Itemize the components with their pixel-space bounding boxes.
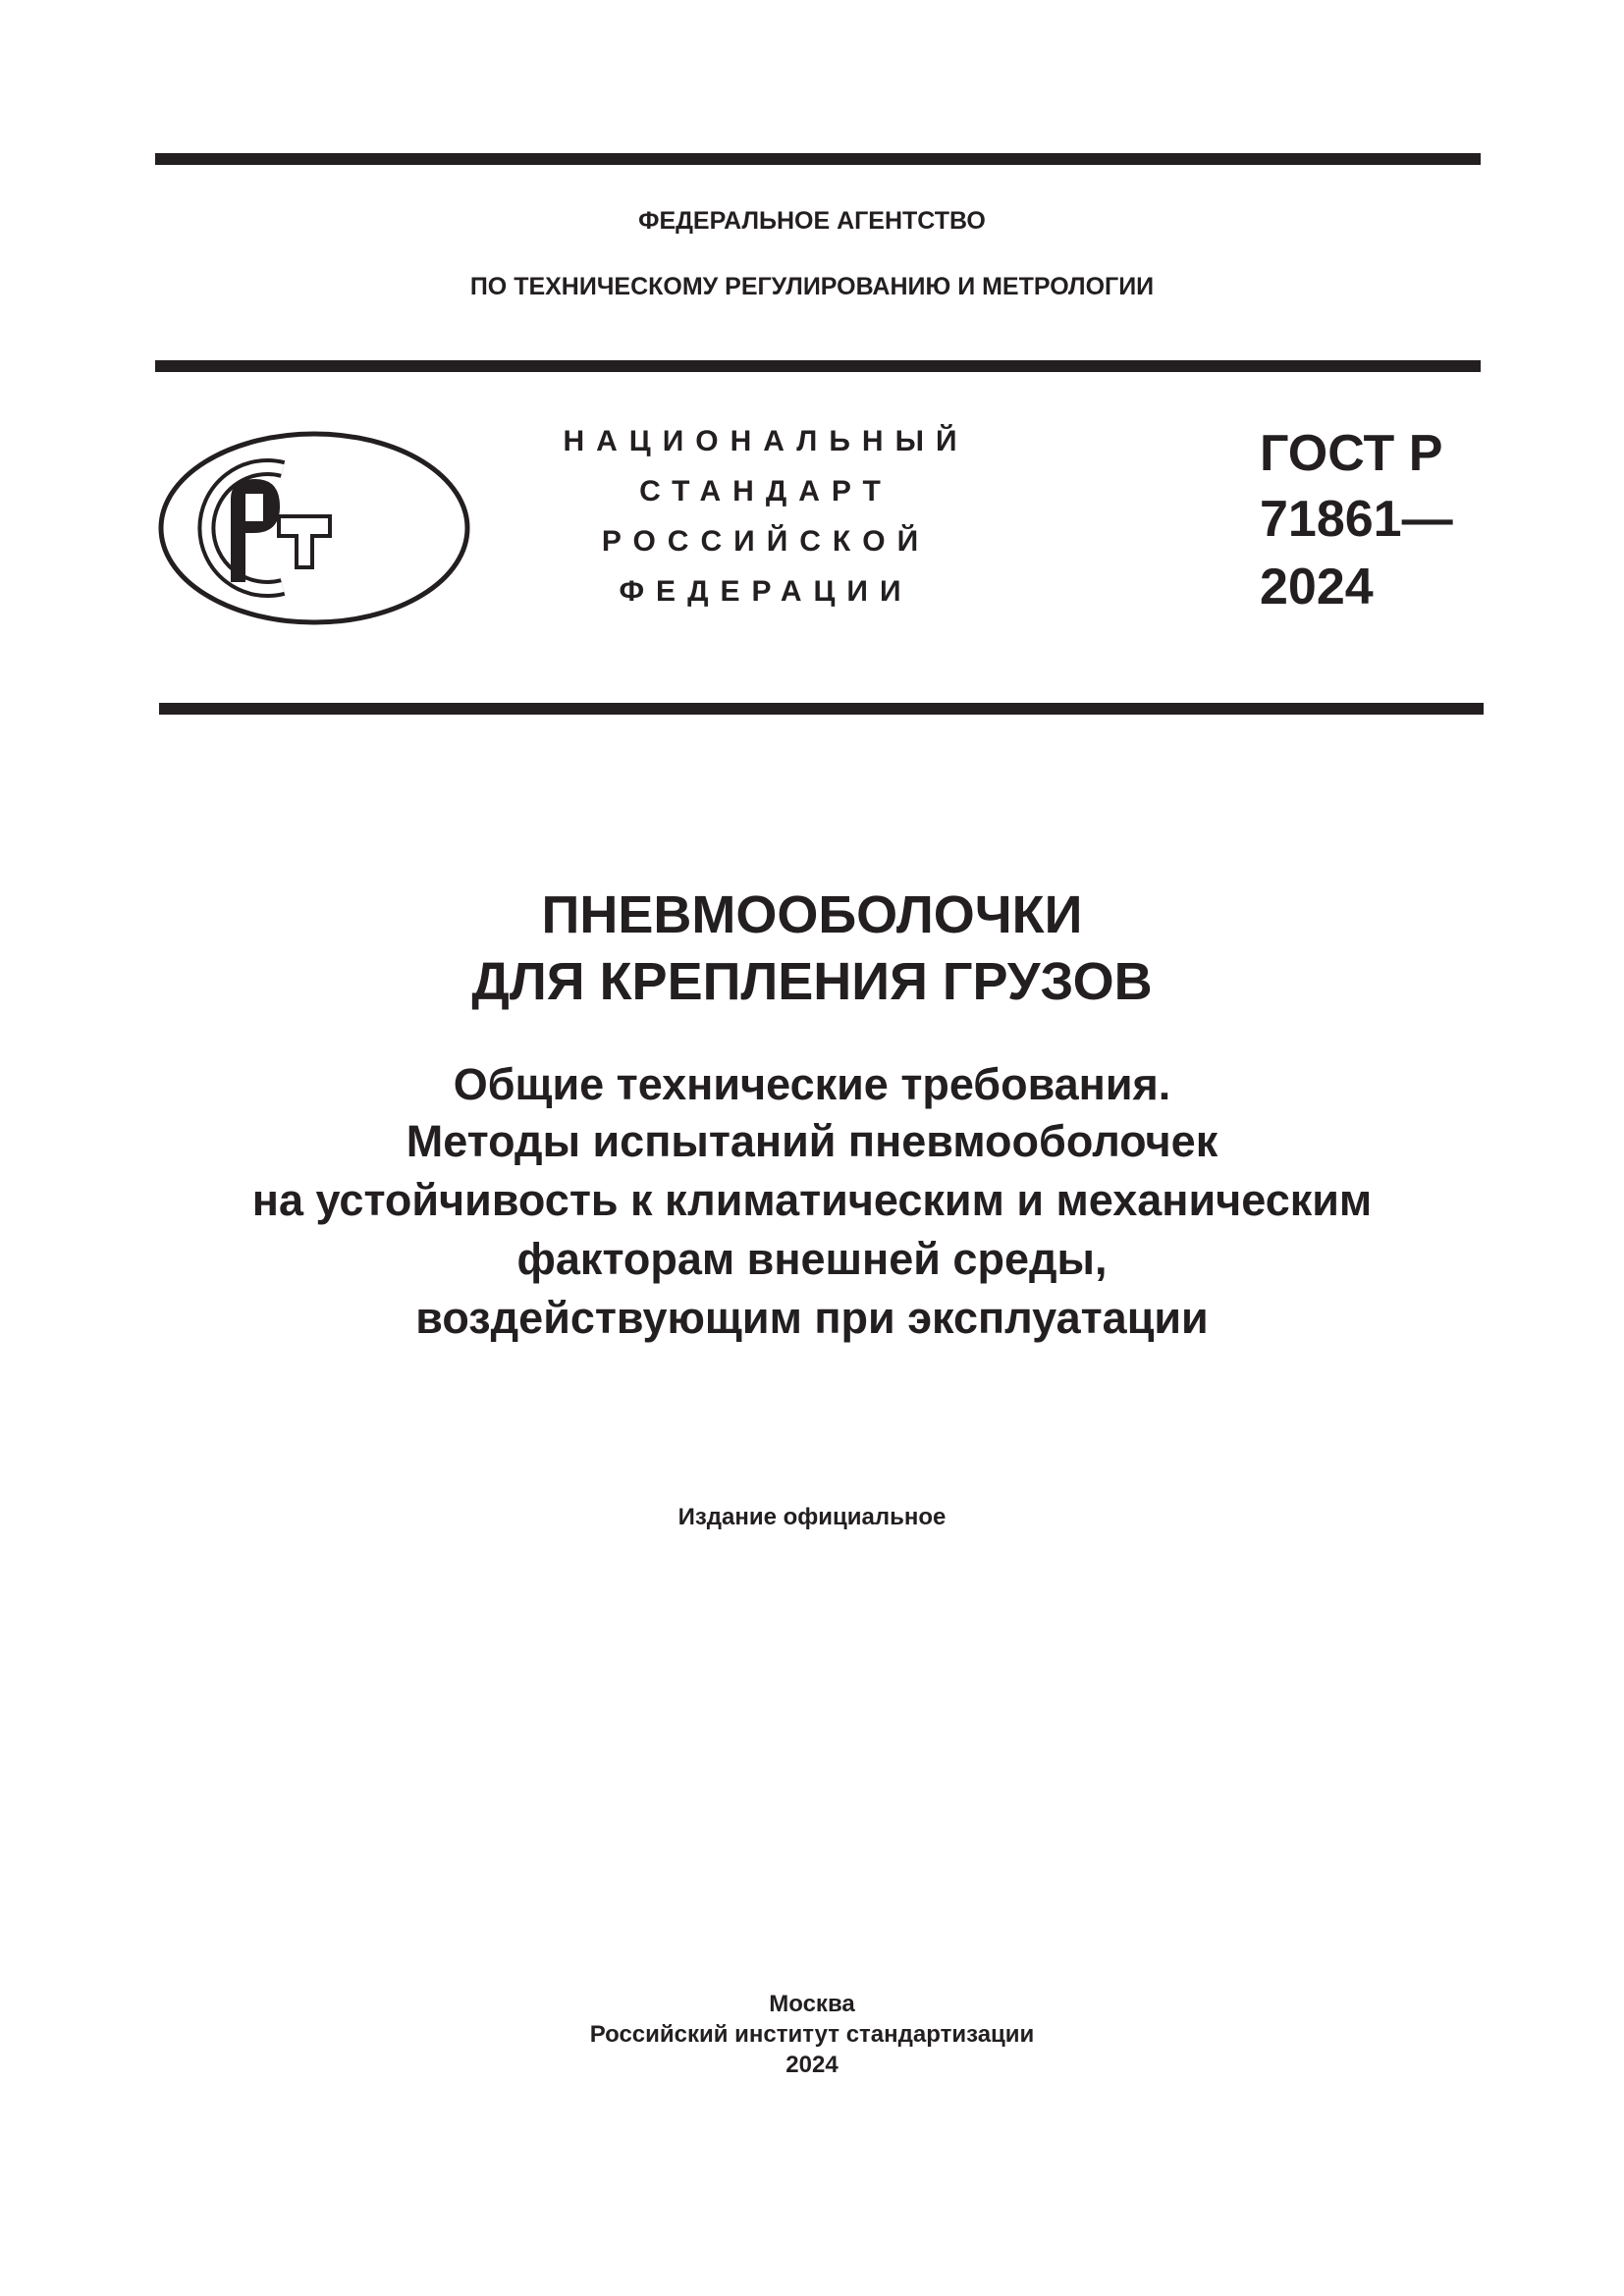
edition-label: Издание официальное: [677, 1504, 947, 1530]
subtitle-line-4: факторам внешней среды,: [516, 1234, 1108, 1284]
document-title-line-2: ДЛЯ КРЕПЛЕНИЯ ГРУЗОВ: [471, 952, 1153, 1011]
standard-type-line-4: ФЕДЕРАЦИИ: [619, 575, 913, 608]
imprint-year: 2024: [785, 2052, 839, 2078]
subtitle-line-3: на устойчивость к климатическим и механическим: [251, 1175, 1373, 1225]
bottom-rule: [159, 703, 1484, 715]
standard-type-line-1: НАЦИОНАЛЬНЫЙ: [563, 425, 969, 457]
document-title-line-1: ПНЕВМООБОЛОЧКИ: [541, 885, 1083, 944]
designation-line-2: 71861—: [1260, 491, 1453, 548]
standard-type-line-2: СТАНДАРТ: [639, 475, 893, 507]
imprint-city: Москва: [769, 1991, 855, 2017]
subtitle-line-2: Методы испытаний пневмооболочек: [406, 1116, 1218, 1166]
designation-line-3: 2024: [1260, 559, 1374, 615]
imprint-publisher: Российский институт стандартизации: [589, 2021, 1035, 2048]
middle-rule: [155, 360, 1481, 372]
agency-line-1: ФЕДЕРАЛЬНОЕ АГЕНТСТВО: [638, 207, 986, 235]
rst-logo-icon: [157, 430, 471, 626]
subtitle-line-1: Общие технические требования.: [453, 1059, 1171, 1109]
standard-type-line-3: РОССИЙСКОЙ: [601, 525, 931, 558]
subtitle-line-5: воздействующим при эксплуатации: [415, 1293, 1209, 1343]
top-rule: [155, 153, 1481, 165]
designation-line-1: ГОСТ Р: [1260, 425, 1443, 482]
agency-line-2: ПО ТЕХНИЧЕСКОМУ РЕГУЛИРОВАНИЮ И МЕТРОЛОГИИ: [469, 273, 1155, 300]
